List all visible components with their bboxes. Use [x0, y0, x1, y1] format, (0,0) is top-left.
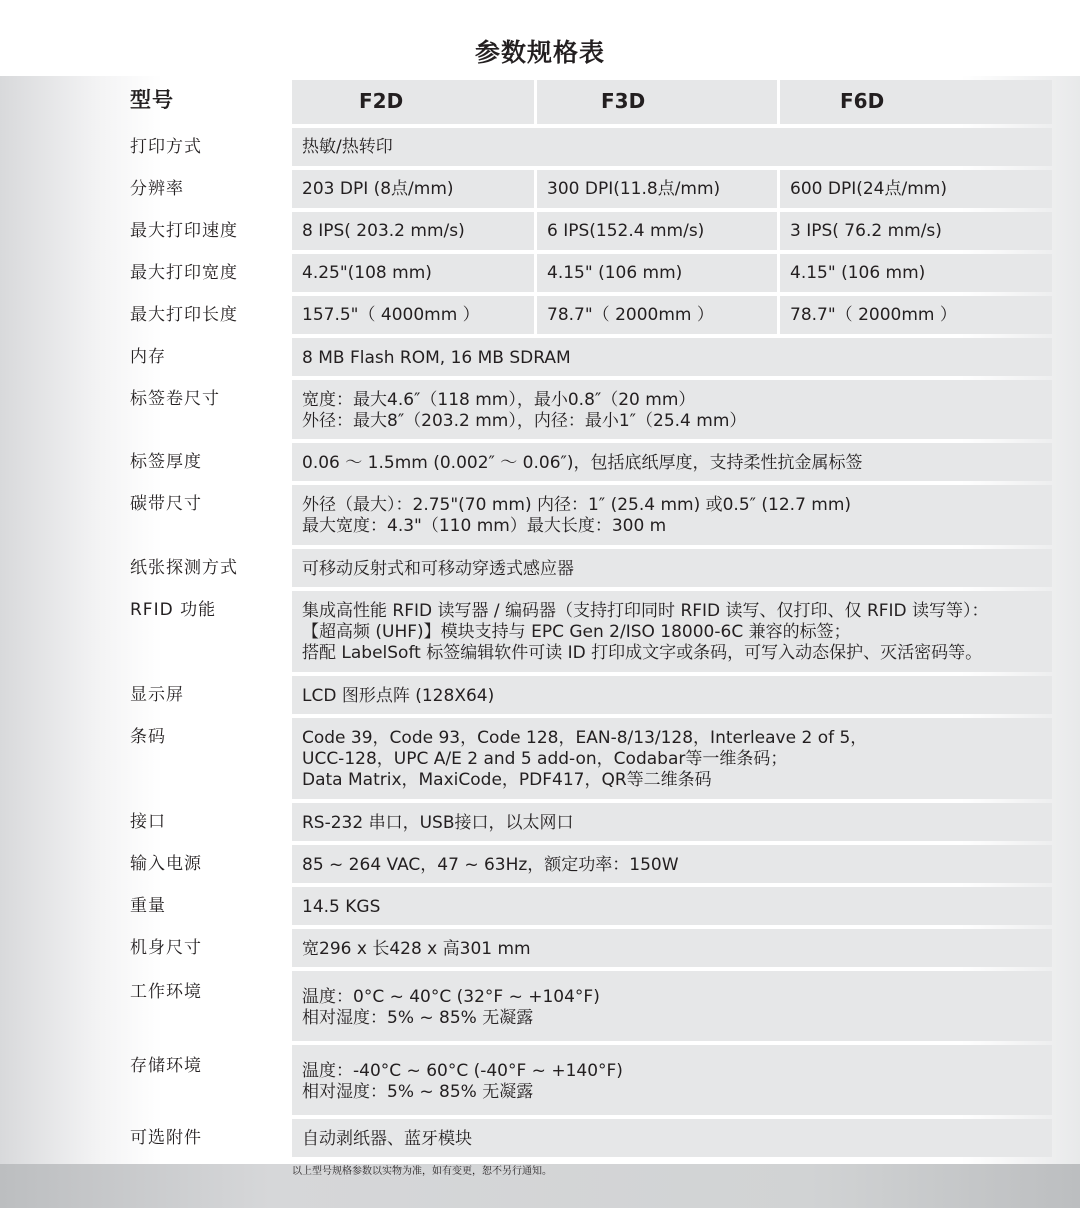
- spec-value-line: 可移动反射式和可移动穿透式感应器: [302, 559, 574, 579]
- spec-value-model-3: 600 DPI(24点/mm): [780, 170, 1052, 208]
- header-models: [292, 80, 1052, 124]
- spec-row-weight: [118, 887, 1052, 925]
- spec-value-line: 外径（最大）：2.75"(70 mm) 内径：1″ (25.4 mm) 或0.5″ (12.7 mm): [302, 495, 852, 515]
- spec-label: 纸张探测方式: [130, 558, 238, 578]
- header-model-f2d: F2D: [292, 80, 534, 124]
- spec-row-storage-env: [118, 1045, 1052, 1115]
- spec-label: 输入电源: [130, 854, 202, 874]
- spec-table: [118, 80, 1052, 1161]
- spec-row-display: [118, 676, 1052, 714]
- spec-row-label-thickness: [118, 443, 1052, 481]
- spec-value-model-2: 6 IPS(152.4 mm/s): [537, 212, 777, 250]
- spec-value-model-3: 3 IPS( 76.2 mm/s): [780, 212, 1052, 250]
- spec-value-line: 集成高性能 RFID 读写器 / 编码器（支持打印同时 RFID 读写、仅打印、仅 RFID 读写等）：: [302, 601, 989, 621]
- spec-values: [292, 1119, 1052, 1157]
- spec-row-media-sensor: [118, 549, 1052, 587]
- spec-value-line: Code 39，Code 93，Code 128，EAN-8/13/128，Interleave 2 of 5，: [302, 728, 868, 748]
- spec-label: 最大打印长度: [130, 305, 238, 325]
- spec-value-line: 【超高频 (UHF)】模块支持与 EPC Gen 2/ISO 18000-6C 兼容的标签；: [302, 622, 851, 642]
- spec-label: 可选附件: [130, 1128, 202, 1148]
- spec-row-barcode: [118, 718, 1052, 799]
- spec-values: [292, 443, 1052, 481]
- header-label: 型号: [130, 88, 174, 112]
- spec-value-line: 14.5 KGS: [302, 897, 381, 917]
- header-model-f6d: F6D: [780, 80, 1052, 124]
- spec-value-line: Data Matrix，MaxiCode，PDF417，QR等二维条码: [302, 770, 712, 790]
- spec-label: RFID 功能: [130, 600, 217, 620]
- spec-values: [292, 380, 1052, 439]
- spec-row-interface: [118, 803, 1052, 841]
- spec-row-power-input: [118, 845, 1052, 883]
- spec-row-print-method: [118, 128, 1052, 166]
- spec-values: [292, 254, 1052, 292]
- spec-value-model-1: 157.5"（ 4000mm ）: [292, 296, 534, 334]
- spec-values: [292, 929, 1052, 967]
- spec-value: [292, 128, 1052, 166]
- spec-label: 重量: [130, 896, 166, 916]
- spec-row-label-roll-size: [118, 380, 1052, 439]
- spec-value: [292, 549, 1052, 587]
- spec-value-model-1: 4.25"(108 mm): [292, 254, 534, 292]
- spec-label: 标签厚度: [130, 452, 202, 472]
- spec-values: [292, 549, 1052, 587]
- spec-value-model-1: 203 DPI (8点/mm): [292, 170, 534, 208]
- spec-value-line: 85 ~ 264 VAC，47 ~ 63Hz，额定功率：150W: [302, 855, 679, 875]
- spec-values: [292, 845, 1052, 883]
- spec-value: [292, 338, 1052, 376]
- spec-row-resolution: [118, 170, 1052, 208]
- spec-value-line: 自动剥纸器、蓝牙模块: [302, 1129, 472, 1149]
- spec-value: [292, 443, 1052, 481]
- spec-values: [292, 338, 1052, 376]
- spec-value-line: LCD 图形点阵 (128X64): [302, 686, 495, 706]
- spec-value-line: 外径：最大8″（203.2 mm），内径：最小1″（25.4 mm）: [302, 411, 747, 431]
- spec-values: [292, 676, 1052, 714]
- spec-value: [292, 380, 1052, 439]
- spec-value-model-1: 8 IPS( 203.2 mm/s): [292, 212, 534, 250]
- spec-label: 工作环境: [130, 982, 202, 1002]
- spec-values: [292, 128, 1052, 166]
- spec-value-line: 宽296 x 长428 x 高301 mm: [302, 939, 531, 959]
- spec-value: [292, 718, 1052, 799]
- spec-values: [292, 212, 1052, 250]
- spec-label: 内存: [130, 347, 166, 367]
- spec-label: 碳带尺寸: [130, 494, 202, 514]
- spec-value-line: 温度：-40°C ~ 60°C (-40°F ~ +140°F): [302, 1061, 623, 1081]
- spec-label: 分辨率: [130, 179, 184, 199]
- spec-values: [292, 1045, 1052, 1115]
- spec-value-line: 相对湿度：5% ~ 85% 无凝露: [302, 1082, 534, 1102]
- spec-row-memory: [118, 338, 1052, 376]
- spec-value-line: 0.06 ～ 1.5mm (0.002″ ～ 0.06″)，包括底纸厚度，支持柔性抗金属标签: [302, 453, 863, 473]
- spec-value: [292, 485, 1052, 545]
- table-header-row: [118, 80, 1052, 124]
- spec-row-rfid-function: [118, 591, 1052, 672]
- spec-row-max-width: [118, 254, 1052, 292]
- spec-value-model-3: 78.7"（ 2000mm ）: [780, 296, 1052, 334]
- spec-values: [292, 591, 1052, 672]
- spec-label: 最大打印速度: [130, 221, 238, 241]
- spec-values: [292, 718, 1052, 799]
- spec-row-max-speed: [118, 212, 1052, 250]
- spec-row-options: [118, 1119, 1052, 1157]
- spec-value-line: 最大宽度：4.3"（110 mm）最大长度：300 m: [302, 516, 667, 536]
- spec-label: 最大打印宽度: [130, 263, 238, 283]
- spec-value: [292, 845, 1052, 883]
- spec-row-operating-env: [118, 971, 1052, 1041]
- spec-value-line: 8 MB Flash ROM, 16 MB SDRAM: [302, 348, 571, 368]
- spec-label: 存储环境: [130, 1056, 202, 1076]
- spec-value: [292, 591, 1052, 672]
- spec-values: [292, 296, 1052, 334]
- spec-value: [292, 1119, 1052, 1157]
- spec-label: 机身尺寸: [130, 938, 202, 958]
- spec-values: [292, 485, 1052, 545]
- spec-label: 打印方式: [130, 137, 202, 157]
- spec-value: [292, 676, 1052, 714]
- spec-values: [292, 170, 1052, 208]
- spec-value-line: 相对湿度：5% ~ 85% 无凝露: [302, 1008, 534, 1028]
- spec-value-model-3: 4.15" (106 mm): [780, 254, 1052, 292]
- spec-value-model-2: 300 DPI(11.8点/mm): [537, 170, 777, 208]
- spec-row-max-length: [118, 296, 1052, 334]
- spec-value: [292, 971, 1052, 1041]
- spec-row-ribbon-size: [118, 485, 1052, 545]
- spec-value-model-2: 4.15" (106 mm): [537, 254, 777, 292]
- spec-label: 显示屏: [130, 685, 184, 705]
- spec-values: [292, 971, 1052, 1041]
- header-model-f3d: F3D: [537, 80, 777, 124]
- page-title: 参数规格表: [474, 38, 605, 67]
- footer-note: 以上型号规格参数以实物为准，如有变更，恕不另行通知。: [292, 1166, 552, 1177]
- spec-value-line: 搭配 LabelSoft 标签编辑软件可读 ID 打印成文字或条码，可写入动态保护、灭活密码等。: [302, 643, 983, 663]
- spec-value-line: 热敏/热转印: [302, 137, 393, 157]
- spec-value: [292, 1045, 1052, 1115]
- spec-value-line: UCC-128，UPC A/E 2 and 5 add-on，Codabar等一维条码；: [302, 749, 788, 769]
- spec-value-line: 宽度：最大4.6″（118 mm），最小0.8″（20 mm）: [302, 390, 696, 410]
- spec-label: 标签卷尺寸: [130, 389, 220, 409]
- spec-value: [292, 803, 1052, 841]
- spec-value-line: 温度：0°C ~ 40°C (32°F ~ +104°F): [302, 987, 600, 1007]
- spec-value-line: RS-232 串口，USB接口，以太网口: [302, 813, 574, 833]
- spec-value-model-2: 78.7"（ 2000mm ）: [537, 296, 777, 334]
- spec-value: [292, 887, 1052, 925]
- spec-values: [292, 887, 1052, 925]
- spec-value: [292, 929, 1052, 967]
- spec-row-dimensions: [118, 929, 1052, 967]
- spec-values: [292, 803, 1052, 841]
- spec-label: 条码: [130, 727, 166, 747]
- spec-rows: [118, 128, 1052, 1157]
- spec-label: 接口: [130, 812, 166, 832]
